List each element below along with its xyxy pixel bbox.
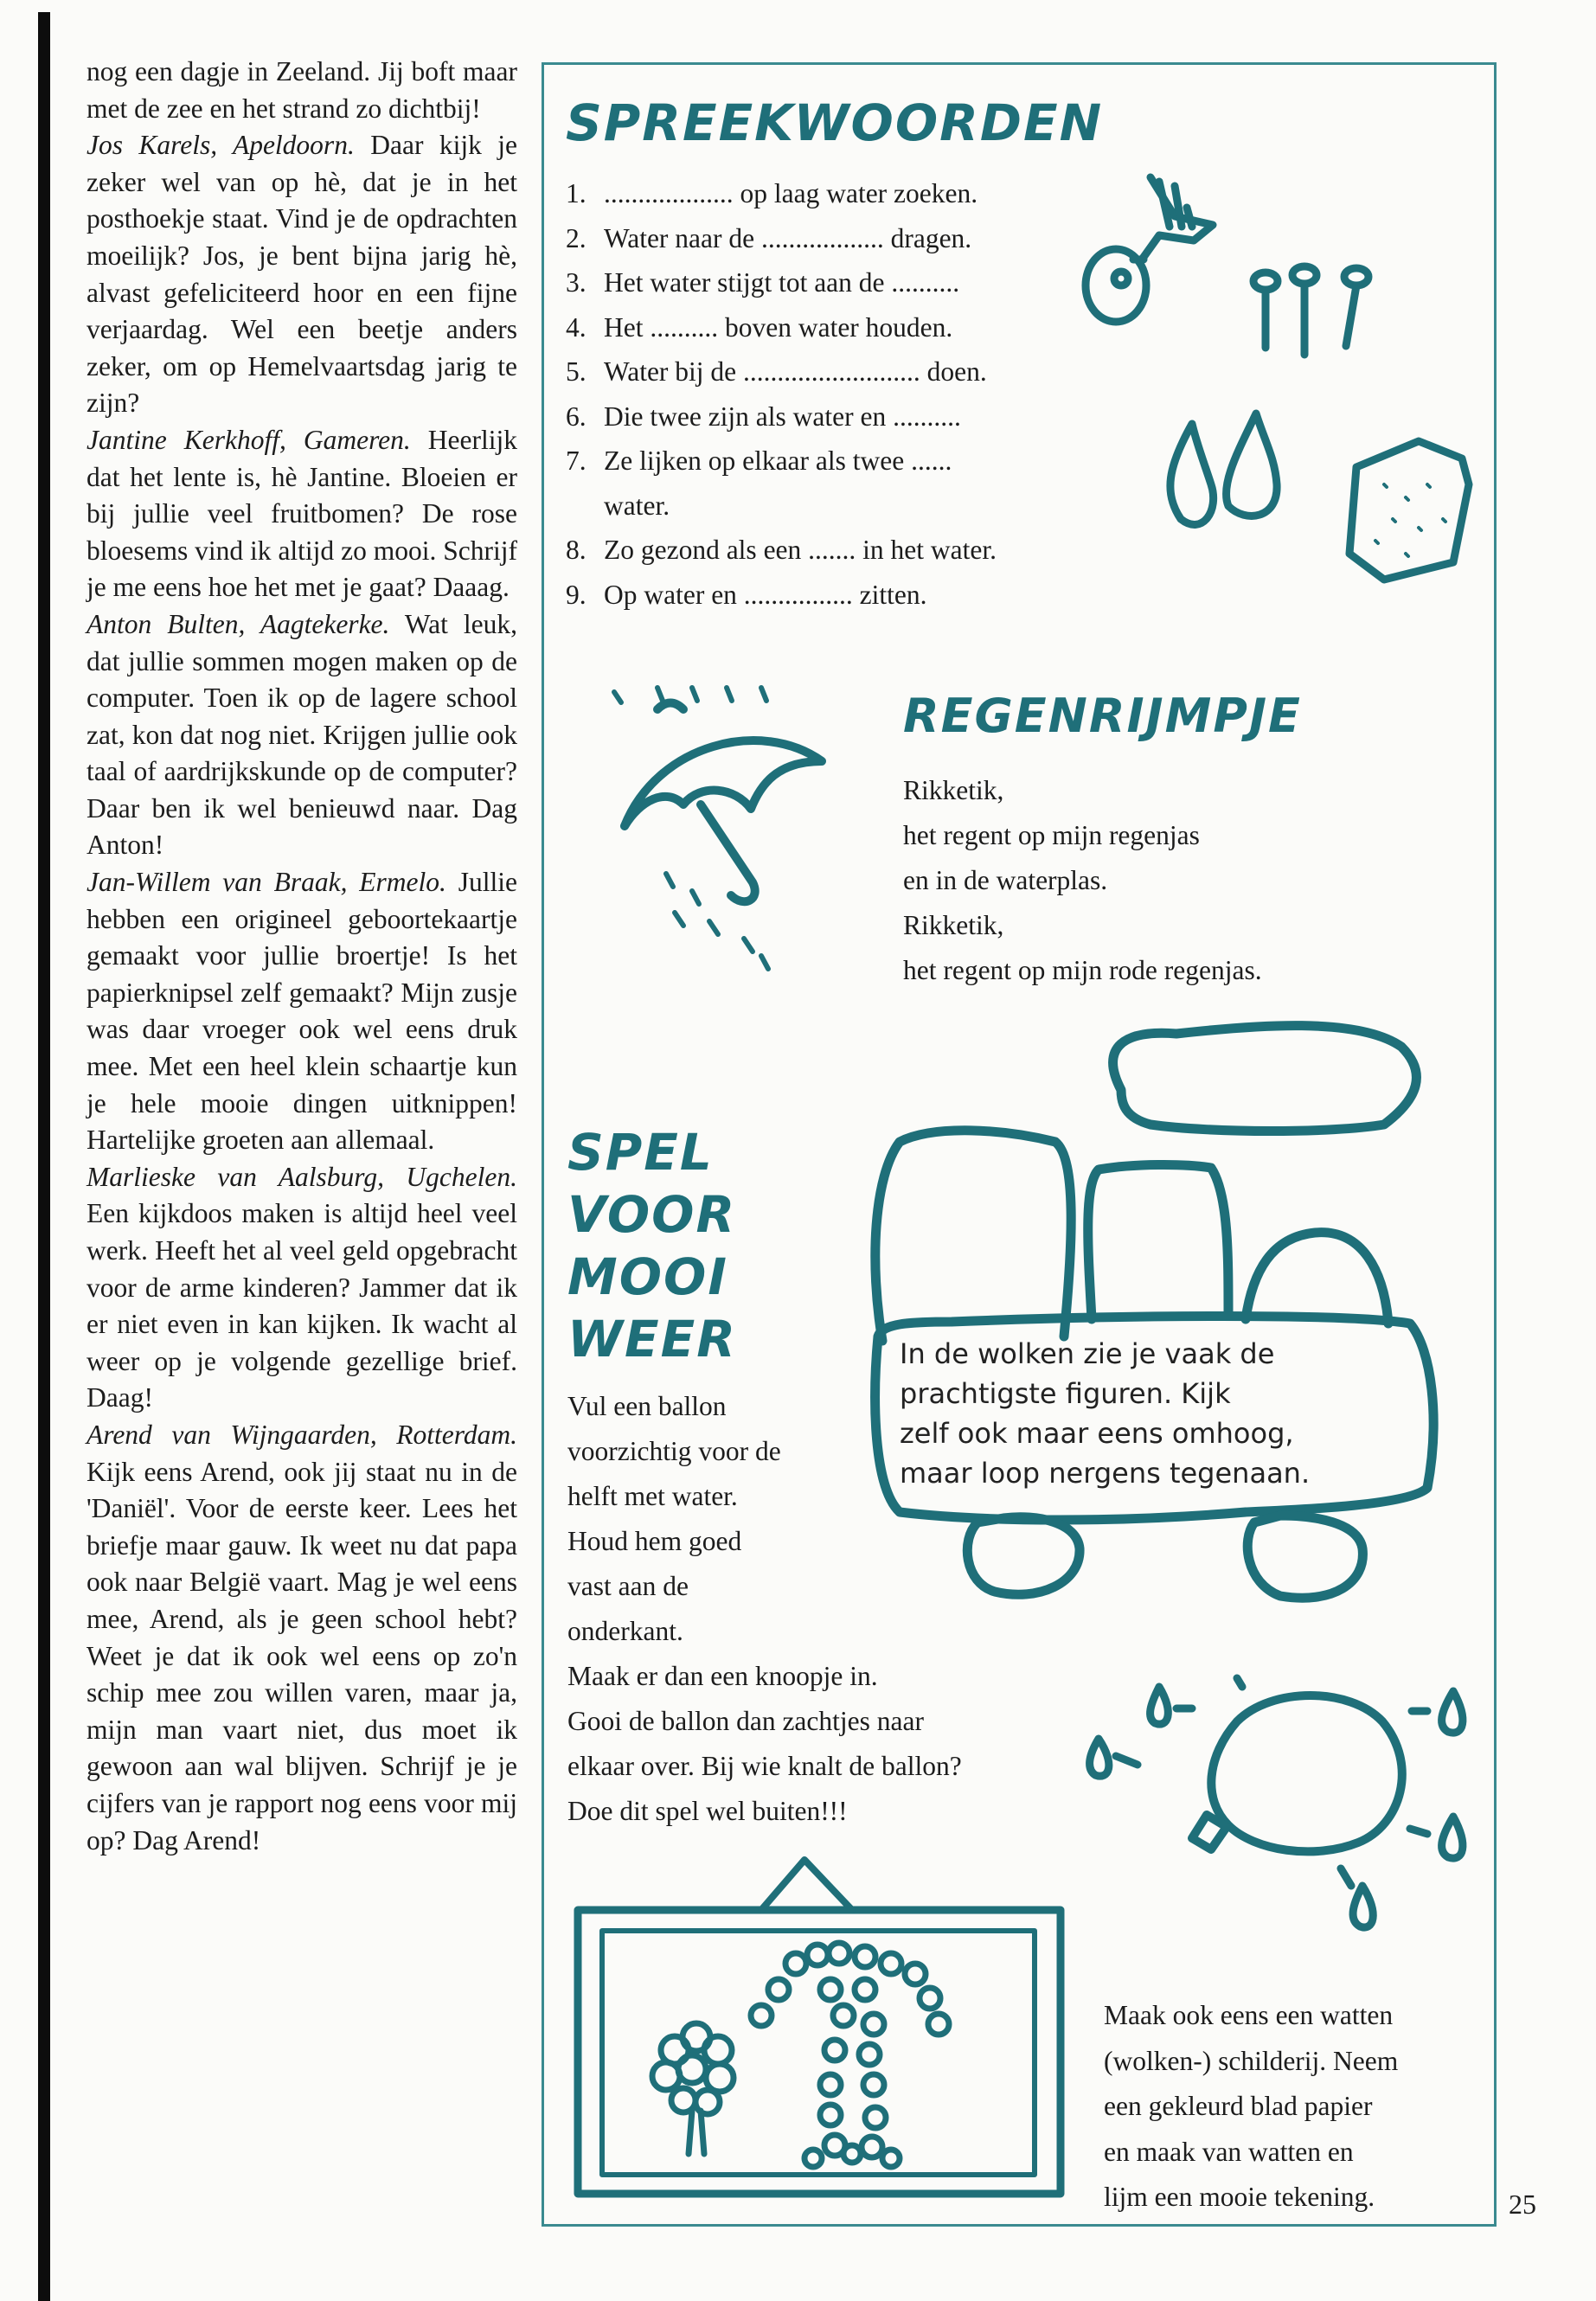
list-item [566,394,1119,439]
text-line: een gekleurd blad papier [1104,2091,1373,2121]
item-number: 3. [566,267,586,298]
mushrooms-icon [1253,266,1368,355]
text-line: In de wolken zie je vaak de [900,1337,1275,1370]
list-item [566,484,1119,529]
spel-title-line: VOOR [567,1185,737,1244]
list-item [566,305,1119,350]
spreekwoorden-title: SPREEKWOORDEN [566,93,1104,152]
item-text: Water bij de .......................... doen. [604,356,987,387]
text-line: elkaar over. Bij wie knalt de ballon? [567,1751,962,1781]
rain-lines-icon [614,688,768,969]
text-line: Gooi de ballon dan zachtjes naar [567,1706,924,1736]
letter-text: Jullie hebben een origineel geboortekaartje gemaakt voor jullie broertje! Is het papierknipsel zelf gemaakt? Mijn zusje was daar vroeger ook wel eens druk mee. Met een heel klein schaartje kun je hele mooie dingen uitknippen! Hartelijke groeten aan allemaal. [87,867,518,1156]
letter-writer: Jantine Kerkhoff, Gameren. [87,424,411,455]
letter-text: Heerlijk dat het lente is, hè Jantine. Bloeien er bij jullie veel fruitbomen? De rose bloesems vind ik altijd zo mooi. Schrijf je me eens hoe het met je gaat? Daaag. [87,424,518,603]
poem-line: het regent op mijn rode regenjas. [903,955,1262,985]
text-line: onderkant. [567,1616,683,1646]
item-text: Het .......... boven water houden. [604,311,953,343]
item-number: 6. [566,401,586,432]
regenrijmpje-poem [903,768,1262,993]
text-line: en maak van watten en [1104,2136,1354,2167]
letter-text: Een kijkdoos maken is altijd heel veel werk. Heeft het al veel geld opgebracht voor de arme kinderen? Jammer dat ik er niet even in kan kijken. Ik wacht al weer op je volgende gezellige brief. Daag! [87,1198,517,1413]
poem-line: Rikketik, [903,910,1004,940]
text-line: Doe dit spel wel buiten!!! [567,1796,848,1826]
text-line: Houd hem goed [567,1526,742,1556]
item-number [566,484,604,529]
letter-text: nog een dagje in Zeeland. Jij boft maar met de zee en het strand zo dichtbij! [87,56,517,124]
item-number: 1. [566,178,586,208]
text-line: vast aan de [567,1571,689,1601]
cotton-bush-icon [652,2023,734,2154]
page-number: 25 [1509,2189,1536,2220]
list-item [566,171,1119,216]
sponge-icon [1349,441,1469,580]
regenrijmpje-title: REGENRIJMPJE [903,689,1302,743]
spel-title-line: MOOI [567,1247,728,1306]
item-number: 7. [566,445,586,476]
letter-text: Wat leuk, dat jullie sommen mogen maken op de computer. Toen ik op de lagere school zat, kon dat nog niet. Krijgen jullie ook taal of aardrijkskunde op de computer? Daar ben ik wel benieuwd naar. Dag Anton! [87,608,517,861]
text-line: voorzichtig voor de [567,1436,781,1466]
item-text: Die twee zijn als water en .......... [604,401,961,432]
item-text: ................... op laag water zoeken. [604,178,978,208]
balloon-drops-icon [1090,1678,1463,1927]
text-line: Vul een ballon [567,1391,727,1421]
spel-title-line: SPEL [567,1123,714,1182]
item-text: Op water en ................ zitten. [604,579,927,610]
item-text: Ze lijken op elkaar als twee ...... [604,445,952,476]
poem-line: het regent op mijn regenjas [903,820,1200,850]
text-line: maar loop nergens tegenaan. [900,1457,1311,1490]
text-line: Maak ook eens een watten [1104,2000,1394,2030]
item-number: 2. [566,222,586,253]
text-line: (wolken-) schilderij. Neem [1104,2045,1399,2076]
list-item [566,349,1119,394]
text-line: zelf ook maar eens omhoog, [900,1417,1294,1450]
item-text: Zo gezond als een ....... in het water. [604,535,997,565]
item-text: water. [604,490,670,521]
letter-writer: Marlieske van Aalsburg, Ugchelen. [87,1161,517,1192]
spel-title-line: WEER [567,1310,737,1368]
item-text: Water naar de .................. dragen. [604,222,972,253]
item-number: 8. [566,535,586,565]
letter-writer: Anton Bulten, Aagtekerke. [87,608,390,639]
cloud-caption [900,1334,1419,1493]
item-number: 4. [566,311,586,343]
list-item [566,573,1119,618]
balloon-icon [1192,1695,1402,1851]
text-line: lijm een mooie tekening. [1104,2182,1375,2212]
spel-title [567,1121,737,1370]
poem-line: Rikketik, [903,775,1004,805]
text-line: prachtigste figuren. Kijk [900,1377,1231,1410]
item-text: Het water stijgt tot aan de .......... [604,267,960,298]
list-item [566,439,1119,484]
list-item [566,260,1119,305]
list-item [566,528,1119,573]
letter-writer: Jos Karels, Apeldoorn. [87,130,355,161]
letter-text: Kijk eens Arend, ook jij staat nu in de 'Daniël'. Voor de eerste keer. Lees het briefje maar gauw. Ik weet nu dat papa ook naar België vaart. Mag je wel eens mee, Arend, als je geen school hebt? Weet je dat ik ook wel eens op zo'n schip mee zou willen varen, maar ja, mijn man vaart niet, dus moet ik gewoon aan wal blijven. Schrijf je je cijfers van je rapport nog eens voor mij op? Dag Arend! [87,1456,517,1856]
text-line: Maak er dan een knoopje in. [567,1661,878,1691]
letter-writer: Jan-Willem van Braak, Ermelo. [87,867,446,898]
watten-caption [1104,1993,1398,2221]
umbrella-icon [625,703,822,902]
framed-picture-icon [578,1860,1061,2194]
item-number: 9. [566,579,586,610]
water-drops-icon [1170,413,1277,524]
list-item [566,216,1119,261]
poem-line: en in de waterplas. [903,865,1108,895]
spreekwoorden-list [566,171,1119,617]
cotton-tree-icon [751,1943,949,2167]
item-number: 5. [566,356,586,387]
letter-writer: Arend van Wijngaarden, Rotterdam. [87,1419,517,1450]
text-line: helft met water. [567,1481,738,1511]
letter-text: Daar kijk je zeker wel van op hè, dat je in het posthoekje staat. Vind je de opdrachten moeilijk? Jos, je bent bijna jarig hè, alvast gefeliciteerd hoor en een fijne verjaardag. Wel een beetje anders zeker, om op Hemelvaartsdag jarig te zijn? [87,130,518,419]
